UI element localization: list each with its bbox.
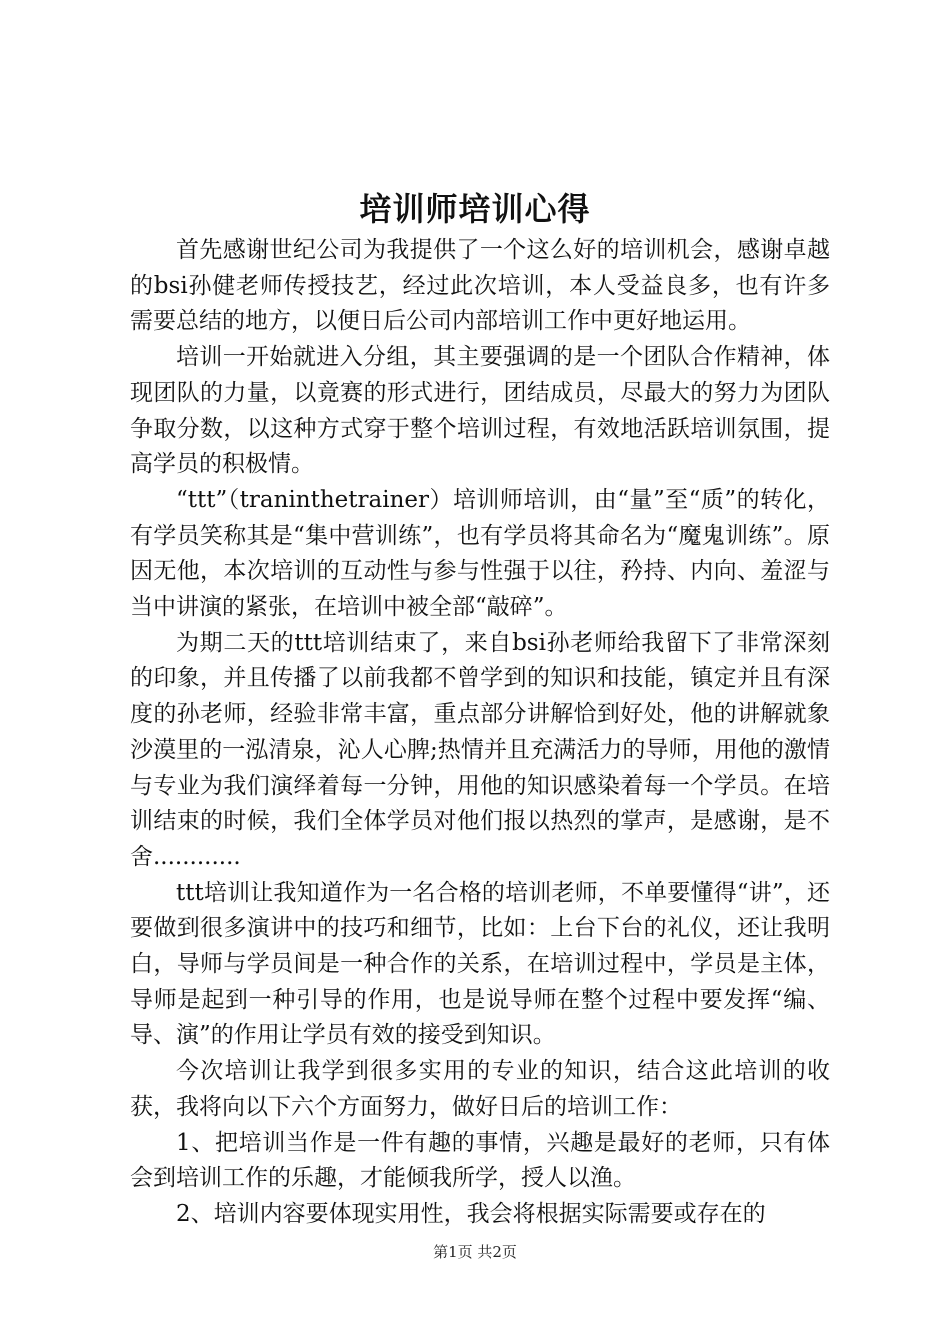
- paragraph: 培训一开始就进入分组，其主要强调的是一个团队合作精神，体现团队的力量，以竟赛的形式进行，团结成员，尽最大的努力为团队争取分数，以这种方式穿于整个培训过程，有效地活跃培训氛围，提高学员的积极情。: [130, 344, 830, 478]
- document-title: 培训师培训心得: [359, 190, 591, 228]
- paragraph: 2、培训内容要体现实用性，我会将根据实际需要或存在的: [176, 1200, 766, 1227]
- paragraph: 为期二天的ttt培训结束了，来自bsi孙老师给我留下了非常深刻的印象，并且传播了以前我都不曾学到的知识和技能，镇定并且有深度的孙老师，经验非常丰富，重点部分讲解恰到好处，他的讲解就象沙漠里的一泓清泉，沁人心脾;热情并且充满活力的导师，用他的激情与专业为我们演绎着每一分钟，用他的知识感染着每一个学员。在培训结束的时候，我们全体学员对他们报以热烈的掌声，是感谢，是不舍............: [130, 629, 830, 870]
- paragraph: 今次培训让我学到很多实用的专业的知识，结合这此培训的收获，我将向以下六个方面努力，做好日后的培训工作：: [130, 1058, 830, 1120]
- page-footer: 第1页 共2页: [433, 1243, 517, 1261]
- paragraph: ttt培训让我知道作为一名合格的培训老师，不单要懂得“讲”，还要做到很多演讲中的技巧和细节，比如：上台下台的礼仪，还让我明白，导师与学员间是一种合作的关系，在培训过程中，学员是主体，导师是起到一种引导的作用，也是说导师在整个过程中要发挥“编、导、演”的作用让学员有效的接受到知识。: [130, 879, 830, 1049]
- paragraph: 1、把培训当作是一件有趣的事情，兴趣是最好的老师，只有体会到培训工作的乐趣，才能倾我所学，授人以渔。: [130, 1129, 830, 1192]
- document-body: [130, 233, 830, 1233]
- paragraph: 首先感谢世纪公司为我提供了一个这么好的培训机会，感谢卓越的bsi孙健老师传授技艺，经过此次培训，本人受益良多，也有许多需要总结的地方，以便日后公司内部培训工作中更好地运用。: [130, 237, 830, 335]
- paragraph: “ttt”（traninthetrainer）培训师培训，由“量”至“质”的转化，有学员笑称其是“集中营训练”，也有学员将其命名为“魔鬼训练”。原因无他，本次培训的互动性与参与性强于以往，矜持、内向、羞涩与当中讲演的紧张，在培训中被全部“敲碎”。: [130, 486, 830, 621]
